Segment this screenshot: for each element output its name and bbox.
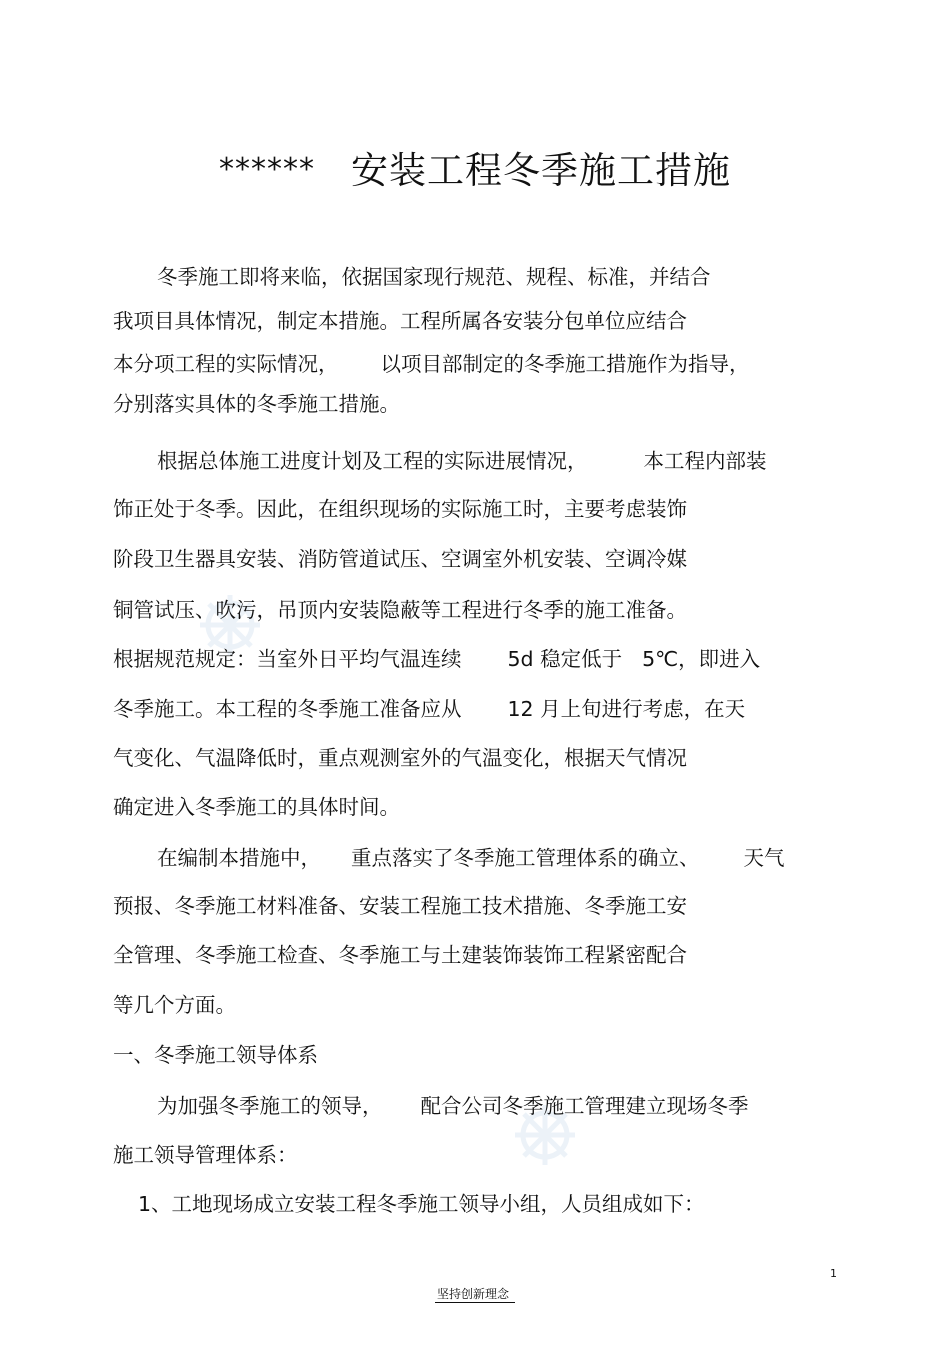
- text-segment: 配合公司冬季施工管理建立现场冬季: [420, 1094, 749, 1118]
- text-segment: 根据总体施工进度计划及工程的实际进展情况，: [157, 449, 588, 473]
- text-segment: 在编制本措施中，: [157, 846, 321, 870]
- text-segment: 重点落实了冬季施工管理体系的确立、: [351, 846, 700, 870]
- text-segment: 以项目部制定的冬季施工措施作为指导，: [380, 352, 750, 376]
- title-text: 安装工程冬季施工措施: [351, 149, 731, 192]
- text-segment: 本分项工程的实际情况，: [113, 352, 339, 376]
- footer-text: 坚持创新理念: [435, 1287, 515, 1303]
- text-segment: 本工程内部装: [643, 449, 767, 473]
- text-line: 分别落实具体的冬季施工措施。: [113, 392, 400, 416]
- text-line: [157, 841, 785, 871]
- page-number: 1: [830, 1267, 837, 1280]
- text-line: 冬季施工即将来临，依据国家现行规范、规程、标准，并结合: [157, 265, 711, 289]
- text-line: 我项目具体情况，制定本措施。工程所属各安装分包单位应结合: [113, 309, 687, 333]
- text-line: 确定进入冬季施工的具体时间。: [113, 795, 400, 819]
- text-segment: 天气: [743, 846, 785, 870]
- text-line: [157, 1089, 749, 1119]
- text-segment: 为加强冬季施工的领导，: [157, 1094, 383, 1118]
- text-segment: 5d 稳定低于: [507, 647, 623, 671]
- text-segment: 5℃，即进入: [642, 647, 761, 671]
- text-segment: 根据规范规定：当室外日平均气温连续: [113, 647, 462, 671]
- text-line: 饰正处于冬季。因此，在组织现场的实际施工时，主要考虑装饰: [113, 497, 687, 521]
- text-line: [113, 347, 750, 377]
- text-line: [113, 692, 745, 722]
- text-line: 阶段卫生器具安装、消防管道试压、空调室外机安装、空调冷媒: [113, 547, 687, 571]
- text-line: [113, 642, 760, 672]
- text-line: 预报、冬季施工材料准备、安装工程施工技术措施、冬季施工安: [113, 894, 687, 918]
- footer: [0, 1285, 950, 1302]
- document-title: [0, 140, 950, 194]
- text-line: 等几个方面。: [113, 993, 236, 1017]
- section-heading: 一、冬季施工领导体系: [113, 1043, 318, 1067]
- text-line: [157, 444, 767, 474]
- text-line: 施工领导管理体系：: [113, 1143, 298, 1167]
- title-stars: ******: [219, 152, 315, 187]
- text-line: 全管理、冬季施工检查、冬季施工与土建装饰装饰工程紧密配合: [113, 943, 687, 967]
- text-segment: 12 月上旬进行考虑，在天: [507, 697, 746, 721]
- list-item: 1、工地现场成立安装工程冬季施工领导小组，人员组成如下：: [138, 1192, 705, 1216]
- text-line: 气变化、气温降低时，重点观测室外的气温变化，根据天气情况: [113, 746, 687, 770]
- text-line: 铜管试压、吹污，吊顶内安装隐蔽等工程进行冬季的施工准备。: [113, 598, 687, 622]
- text-segment: 冬季施工。本工程的冬季施工准备应从: [113, 697, 462, 721]
